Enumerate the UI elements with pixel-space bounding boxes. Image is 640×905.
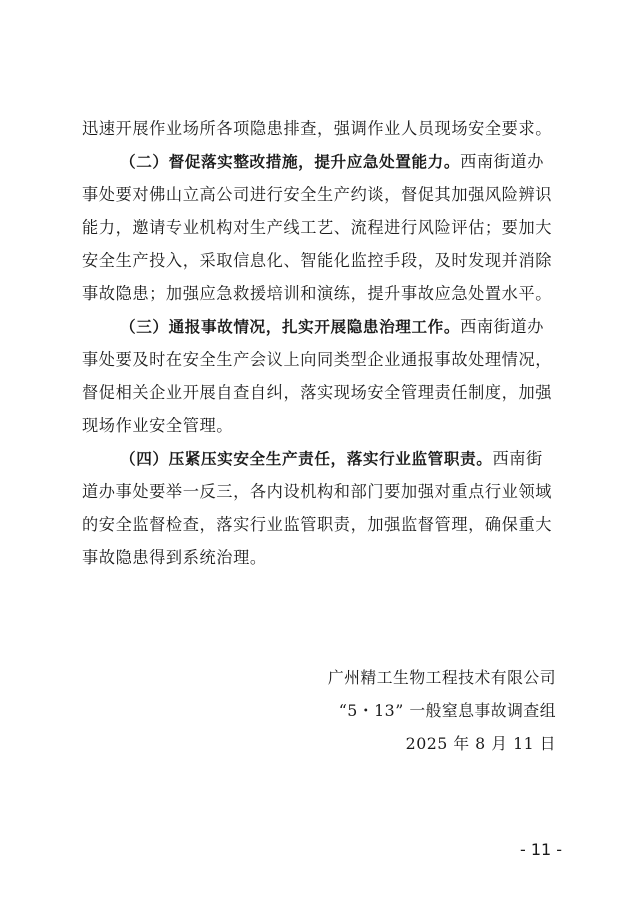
- body-line-12: 道办事处要举一反三，各内设机构和部门要加强对重点行业领域: [82, 482, 553, 501]
- body-line-1: 迅速开展作业场所各项隐患排查，强调作业人员现场安全要求。: [82, 119, 553, 138]
- signature-company: 广州精工生物工程技术有限公司: [327, 668, 556, 687]
- body-line-8: 事处要及时在安全生产会议上向同类型企业通报事故处理情况，: [82, 350, 553, 369]
- body-line-13: 的安全监督检查，落实行业监管职责，加强监督管理，确保重大: [82, 515, 553, 534]
- paragraph-2-first-line-text: 西南街道办: [460, 152, 545, 171]
- body-line-10: 现场作业安全管理。: [82, 416, 234, 435]
- paragraph-4-heading: （四）压紧压实安全生产责任，落实行业监管职责。: [120, 450, 493, 468]
- body-line-4: 能力，邀请专业机构对生产线工艺、流程进行风险评估；要加大: [82, 218, 553, 237]
- paragraph-2-heading: （二）督促落实整改措施，提升应急处置能力。: [120, 153, 461, 171]
- body-line-9: 督促相关企业开展自查自纠，落实现场安全管理责任制度，加强: [82, 383, 553, 402]
- body-line-14: 事故隐患得到系统治理。: [82, 548, 267, 567]
- signature-investigation-group: “5・13” 一般窒息事故调查组: [338, 701, 556, 720]
- paragraph-3-first-line-text: 西南街道办: [460, 317, 545, 336]
- paragraph-4-first-line: [120, 444, 572, 474]
- paragraph-4-first-line-text: 西南街: [492, 449, 543, 468]
- body-line-6: 事故隐患；加强应急救援培训和演练，提升事故应急处置水平。: [82, 284, 553, 303]
- paragraph-3-heading: （三）通报事故情况，扎实开展隐患治理工作。: [120, 318, 461, 336]
- signature-date: 2025 年 8 月 11 日: [405, 734, 556, 753]
- page-number: - 11 -: [520, 840, 563, 859]
- paragraph-2-first-line: [120, 147, 572, 177]
- paragraph-3-first-line: [120, 312, 572, 342]
- body-line-3: 事处要对佛山立高公司进行安全生产约谈，督促其加强风险辨识: [82, 185, 553, 204]
- body-line-5: 安全生产投入，采取信息化、智能化监控手段，及时发现并消除: [82, 251, 553, 270]
